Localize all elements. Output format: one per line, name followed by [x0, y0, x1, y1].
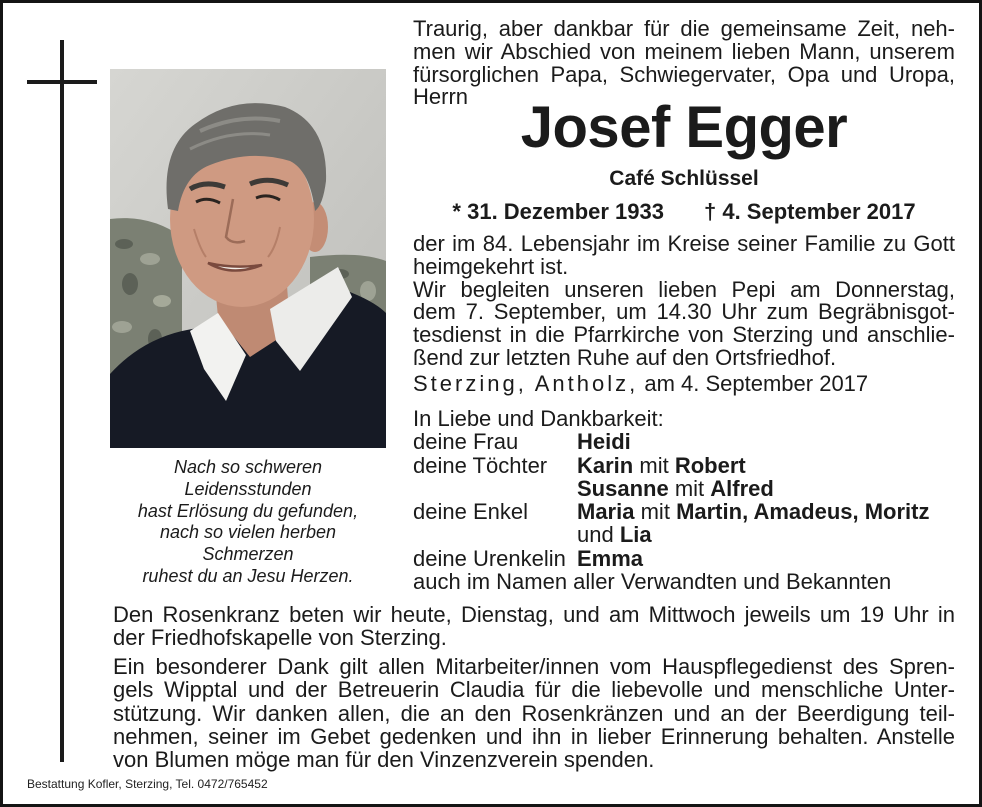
poem-line: Leidensstunden — [184, 478, 312, 499]
mourner-name: Susanne — [577, 475, 669, 501]
mourner-name: Lia — [619, 522, 652, 548]
mourner-row — [413, 430, 955, 453]
mourners-closing — [413, 570, 955, 593]
mourner-row — [413, 454, 955, 477]
mourner-name: Maria — [577, 499, 635, 525]
place: Sterzing, Antholz, — [413, 371, 639, 396]
mourner-names — [577, 547, 643, 570]
announcement-line: der im 84. Lebensjahr im Kreise seiner Familie zu Gott — [413, 231, 955, 256]
mourner-name: Heidi — [577, 429, 631, 455]
relation-label-empty — [413, 477, 577, 500]
announcement-line: dem 7. September, um 14.30 Uhr zum Begräbnisgot- — [413, 299, 955, 325]
thanks-line: Ein besonderer Dank gilt allen Mitarbeiter/innen vom Hauspflegedienst des Spren- — [113, 654, 955, 679]
deceased-name: Josef Egger — [520, 95, 848, 160]
mourner-names — [577, 523, 652, 546]
intro-line: fürsorglichen Papa, Schwiegervater, Opa und Uropa, — [413, 61, 955, 87]
announcement-line: tesdienst in die Pfarrkirche von Sterzing und anschlie- — [413, 322, 955, 348]
mourner-name: Martin, Amadeus, Moritz — [676, 499, 930, 525]
mourner-name: Alfred — [710, 475, 774, 501]
mourner-row — [413, 523, 955, 546]
connector: mit — [640, 499, 670, 525]
announcement-text — [413, 233, 955, 370]
thanks-line: stützung. Wir danken allen, die an den Rosenkränzen und an der Beerdigung teil- — [113, 700, 955, 726]
thanks-line: von Blumen möge man für den Vinzenzverein spenden. — [113, 747, 655, 772]
connector: und — [577, 522, 614, 548]
rosary-line: der Friedhofskapelle von Sterzing. — [113, 625, 447, 650]
relation-label-empty — [413, 523, 577, 546]
life-dates — [413, 200, 955, 223]
connector: mit — [639, 452, 669, 478]
poem-line: nach so vielen herben — [159, 522, 337, 543]
poem-line: ruhest du an Jesu Herzen. — [142, 565, 354, 586]
cross-icon-horizontal-bar — [27, 80, 97, 84]
mourner-names — [577, 430, 631, 453]
thanks-line: gels Wipptal und der Betreuerin Claudia für die liebevolle und menschliche Unter- — [113, 677, 955, 703]
mourners-heading-text: In Liebe und Dankbarkeit: — [413, 406, 664, 431]
rosary-line: Den Rosenkranz beten wir heute, Dienstag, und am Mittwoch jeweils um 19 Uhr in — [113, 602, 955, 627]
announcement-line: Wir begleiten unseren lieben Pepi am Donnerstag, — [413, 276, 955, 302]
connector: mit — [674, 475, 705, 501]
date: am 4. September 2017 — [644, 371, 869, 396]
relation-label: deine Frau — [413, 429, 519, 455]
deceased-affiliation: Café Schlüssel — [609, 167, 759, 190]
death-date: † 4. September 2017 — [704, 199, 916, 224]
announcement-line: heimgekehrt ist. — [413, 253, 569, 279]
relation-label: deine Töchter — [413, 452, 548, 478]
mourner-names — [577, 477, 774, 500]
mourner-row — [413, 547, 955, 570]
relation-label: deine Enkel — [413, 499, 528, 525]
mourner-names — [577, 500, 930, 523]
intro-line: Traurig, aber dankbar für die gemeinsame Zeit, neh- — [413, 16, 955, 41]
rosary-paragraph — [113, 603, 955, 649]
mourners-closing-text: auch im Namen aller Verwandten und Bekannten — [413, 569, 892, 595]
poem-line: hast Erlösung du gefunden, — [137, 500, 359, 521]
poem-line: Nach so schweren — [173, 457, 323, 477]
cross-icon-vertical-bar — [60, 40, 64, 762]
place-date-line — [413, 373, 955, 396]
birth-date: * 31. Dezember 1933 — [452, 199, 664, 224]
mourner-names — [577, 454, 746, 477]
mourner-name: Emma — [577, 545, 644, 571]
intro-line: men wir Abschied von meinem lieben Mann, unserem — [413, 38, 955, 64]
thanks-paragraph — [113, 655, 955, 771]
portrait-photo — [110, 69, 386, 448]
relation-label: deine Urenkelin — [413, 545, 566, 571]
poem-line: Schmerzen — [202, 544, 294, 565]
mourner-row — [413, 500, 955, 523]
poem — [110, 457, 386, 588]
thanks-line: nehmen, seiner im Gebet gedenken und ihn in lieber Erinnerung behalten. Anstelle — [113, 723, 955, 749]
intro-line: Herrn — [413, 84, 469, 110]
mourner-name: Karin — [577, 452, 634, 478]
announcement-line: ßend zur letzten Ruhe auf den Ortsfriedhof. — [413, 344, 837, 370]
mourners-list — [413, 407, 955, 593]
mourner-row — [413, 477, 955, 500]
mourners-heading — [413, 407, 955, 430]
mourner-name: Robert — [674, 452, 746, 478]
portrait-illustration — [110, 69, 386, 448]
funeral-home-credit: Bestattung Kofler, Sterzing, Tel. 0472/765452 — [27, 777, 268, 791]
